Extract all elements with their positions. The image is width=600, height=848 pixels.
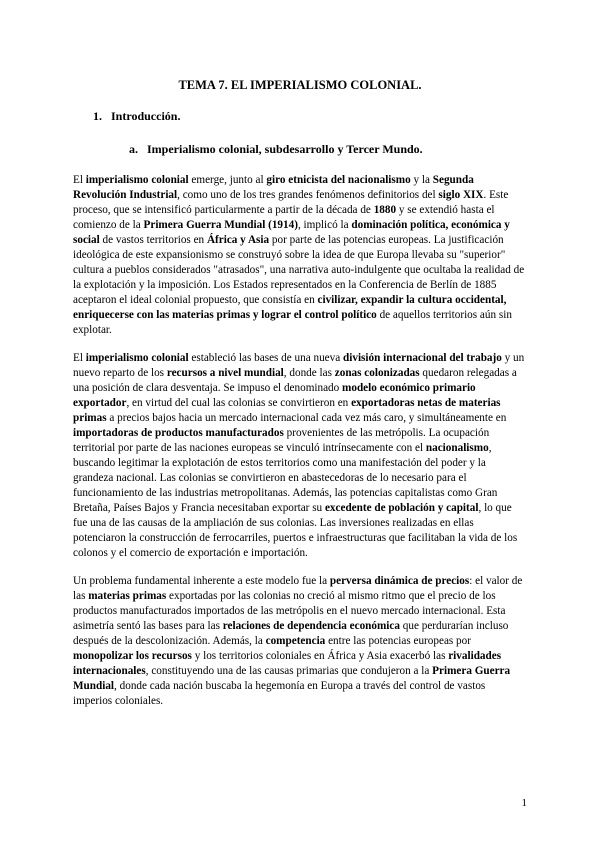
text-run: , en virtud del cual las colonias se convirtieron en xyxy=(126,397,352,409)
bold-text: excedente de población y capital xyxy=(324,502,479,514)
bold-text: exportadoras netas de materias primas xyxy=(73,397,501,424)
text-run: exportadas por las colonias no creció al mismo ritmo que el precio de los productos manufacturados importados de las metrópolis en el nuevo mercado internacional. Esta asimetría sentó las bases para las xyxy=(73,590,506,632)
text-run: y la xyxy=(410,174,433,186)
bold-text: giro etnicista del nacionalismo xyxy=(266,174,411,186)
text-run: , lo que fue una de las causas de la ampliación de sus colonias. Las inversiones realizadas en ellas potenciaron la construcción de ferrocarriles, puertos e infraestructuras que facilitaban la vida de los colonos y el comercio de exportación e importación. xyxy=(73,502,518,559)
subsection-heading xyxy=(129,142,527,157)
bold-text: Primera Guerra Mundial xyxy=(73,665,511,692)
text-run: por parte de las potencias europeas. La justificación ideológica de este expansionismo se construyó sobre la idea de que Europa llevaba su "superior" cultura a pueblos considerados "atrasados", una narrativa auto-indulgente que ocultaba la realidad de la explotación y la imposición. Los Estados representados en la Conferencia de Berlín de 1885 aceptaron el ideal colonial propuesto, que consistía en xyxy=(73,234,525,306)
bold-text: imperialismo colonial xyxy=(85,174,189,186)
text-run: de vastos territorios en xyxy=(99,234,207,246)
paragraph-1 xyxy=(73,173,527,338)
text-run: que perdurarían incluso después de la descolonización. Además, la xyxy=(73,620,509,647)
bold-text: recursos a nivel mundial xyxy=(166,367,284,379)
paragraph-3 xyxy=(73,574,527,709)
bold-text: rivalidades internacionales xyxy=(73,650,502,677)
bold-text: monopolizar los recursos xyxy=(73,650,192,662)
section-label: Introducción. xyxy=(111,109,181,123)
text-run: , constituyendo una de las causas primarias que condujeron a la xyxy=(145,665,433,677)
text-run: , implicó la xyxy=(297,219,352,231)
subsection-label: Imperialismo colonial, subdesarrollo y Tercer Mundo. xyxy=(147,142,423,156)
text-run: y los territorios coloniales en África y Asia exacerbó las xyxy=(191,650,449,662)
bold-text: división internacional del trabajo xyxy=(343,352,502,364)
bold-text: modelo económico primario exportador xyxy=(73,382,476,409)
section-heading xyxy=(93,109,527,124)
bold-text: dominación política, económica y social xyxy=(73,219,510,246)
text-run: , donde las xyxy=(283,367,335,379)
text-run: y un nuevo reparto de los xyxy=(73,352,525,379)
text-run: quedaron relegadas a una posición de clara desventaja. Se impuso el denominado xyxy=(73,367,517,394)
paragraph-2 xyxy=(73,351,527,561)
subsection-number: a. xyxy=(129,142,138,156)
text-run: , buscando legitimar la explotación de estos territorios como una manifestación del poder y la grandeza nacional. Las colonias se convirtieron en abastecedoras de lo necesario para el funcionamiento de las industrias metropolitanas. Además, las potencias capitalistas como Gran Bretaña, Países Bajos y Francia necesitaban exportar su xyxy=(73,442,498,514)
bold-text: nacionalismo xyxy=(425,442,489,454)
section-number: 1. xyxy=(93,109,102,123)
text-run: y se extendió hasta el comienzo de la xyxy=(73,204,495,231)
bold-text: 1880 xyxy=(373,204,397,216)
bold-text: África y Asia xyxy=(206,234,270,246)
text-run: El xyxy=(73,352,86,364)
bold-text: Segunda Revolución Industrial xyxy=(73,174,474,201)
text-run: emerge, junto al xyxy=(188,174,267,186)
bold-text: zonas colonizadas xyxy=(334,367,420,379)
text-run: , donde cada nación buscaba la hegemonía en Europa a través del control de vastos imperios coloniales. xyxy=(73,680,486,707)
bold-text: siglo XIX xyxy=(438,189,484,201)
text-run: provenientes de las metrópolis. La ocupación territorial por parte de las naciones europeas se vinculó intrínsecamente con el xyxy=(73,427,490,454)
text-run: estableció las bases de una nueva xyxy=(188,352,344,364)
bold-text: importadoras de productos manufacturados xyxy=(73,427,284,439)
bold-text: civilizar, expandir la cultura occidental, enriquecerse con las materias primas y lograr el control político xyxy=(73,294,507,321)
text-run: , como uno de los tres grandes fenómenos definitorios del xyxy=(177,189,439,201)
text-run: entre las potencias europeas por xyxy=(325,635,471,647)
text-run: : el valor de las xyxy=(73,575,523,602)
bold-text: Primera Guerra Mundial (1914) xyxy=(143,219,298,231)
bold-text: perversa dinámica de precios xyxy=(329,575,470,587)
page-number: 1 xyxy=(521,797,527,809)
bold-text: competencia xyxy=(265,635,326,647)
text-run: Un problema fundamental inherente a este modelo fue la xyxy=(73,575,330,587)
text-run: a precios bajos hacia un mercado internacional cada vez más caro, y simultáneamente en xyxy=(106,412,507,424)
bold-text: materias primas xyxy=(88,590,167,602)
text-run: de aquellos territorios aún sin explotar. xyxy=(73,309,512,336)
text-run: El xyxy=(73,174,86,186)
bold-text: relaciones de dependencia económica xyxy=(222,620,400,632)
bold-text: imperialismo colonial xyxy=(85,352,189,364)
text-run: . Este proceso, que se intensificó particularmente a partir de la década de xyxy=(73,189,509,216)
document-title: TEMA 7. EL IMPERIALISMO COLONIAL. xyxy=(178,78,422,92)
